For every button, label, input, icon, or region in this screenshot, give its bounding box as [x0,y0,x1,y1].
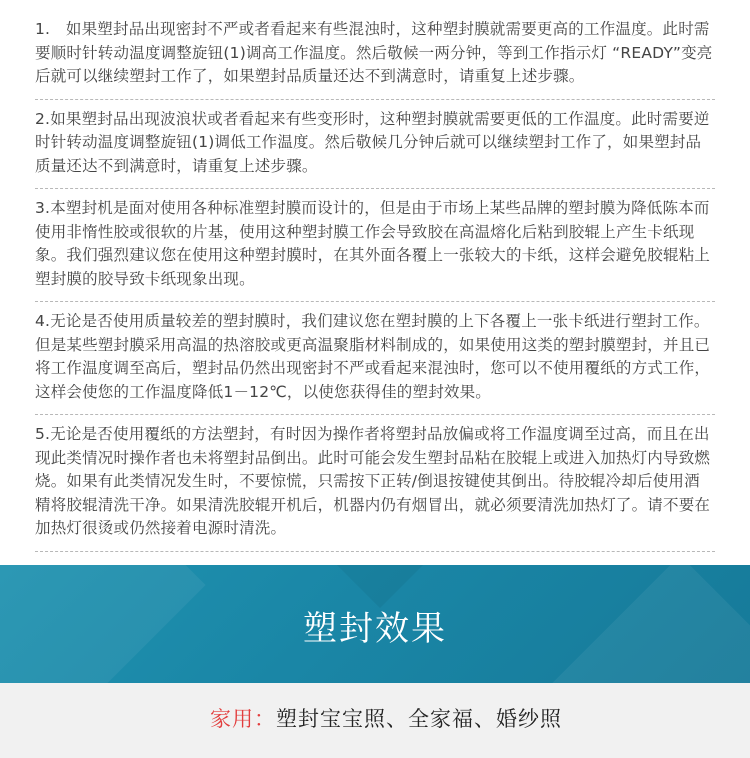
note-item-4 [35,302,715,415]
usage-strip [0,683,750,758]
note-item-3 [35,189,715,302]
note-text: 4.无论是否使用质量较差的塑封膜时，我们建议您在塑封膜的上下各覆上一张卡纸进行塑封工作。但是某些塑封膜采用高温的热溶胶或更高温聚脂材料制成的，如果使用这类的塑封膜塑封，并且已将工作温度调至高后，塑封品仍然出现密封不严或看起来混浊时，您可以不使用覆纸的方式工作，这样会使您的工作温度降低1－12℃，以使您获得佳的塑封效果。 [35,312,711,401]
note-text: 3.本塑封机是面对使用各种标准塑封膜而设计的，但是由于市场上某些品牌的塑封膜为降低陈本而使用非惰性胶或很软的片基，使用这种塑封膜工作会导致胶在高温熔化后粘到胶辊上产生卡纸现象。我们强烈建议您在使用这种塑封膜时，在其外面各覆上一张较大的卡纸，这样会避免胶辊粘上塑封膜的胶导致卡纸现象出现。 [35,199,711,288]
note-item-2 [35,100,715,190]
note-item-1 [35,10,715,100]
instruction-notes [35,10,715,552]
note-text: 5.无论是否使用覆纸的方法塑封，有时因为操作者将塑封品放偏或将工作温度调至过高，而且在出现此类情况时操作者也未将塑封品倒出。此时可能会发生塑封品粘在胶辊上或进入加热灯内导致燃烧。如果有此类情况发生时，不要惊慌，只需按下正转/倒退按键使其倒出。待胶辊冷却后使用酒精将胶辊清洗干净。如果清洗胶辊开机后，机器内仍有烟冒出，就必须要清洗加热灯了。请不要在加热灯很烫或仍然接着电源时清洗。 [35,425,711,537]
usage-line [210,703,562,733]
note-text: 1. 如果塑封品出现密封不严或者看起来有些混浊时，这种塑封膜就需要更高的工作温度。此时需要顺时针转动温度调整旋钮(1)调高工作温度。然后敬候一两分钟，等到工作指示灯 “READY”变亮后就可以继续塑封工作了，如果塑封品质量还达不到满意时，请重复上述步骤。 [35,20,713,85]
section-banner [0,565,750,683]
usage-value: 塑封宝宝照、全家福、婚纱照 [276,707,562,731]
note-item-5 [35,415,715,552]
banner-title: 塑封效果 [303,609,447,649]
usage-label: 家用： [210,707,276,731]
note-text: 2.如果塑封品出现波浪状或者看起来有些变形时，这种塑封膜就需要更低的工作温度。此时需要逆时针转动温度调整旋钮(1)调低工作温度。然后敬候几分钟后就可以继续塑封工作了，如果塑封品质量还达不到满意时，请重复上述步骤。 [35,109,710,175]
